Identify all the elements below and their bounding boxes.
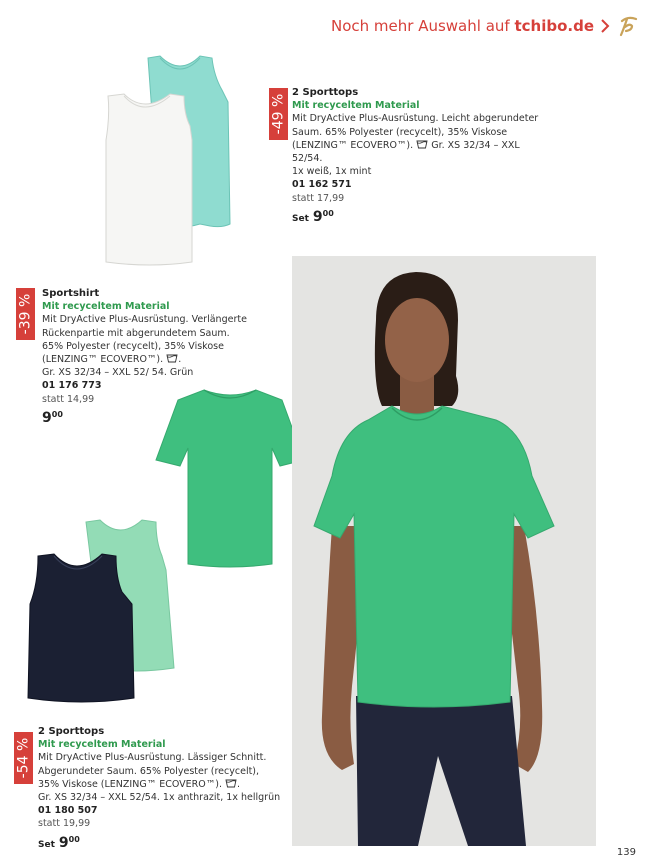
discount-badge: -39 % xyxy=(16,288,35,340)
product-subtitle: Mit recyceltem Material xyxy=(38,739,166,751)
old-price: statt 14,99 xyxy=(42,393,95,405)
chevron-right-icon xyxy=(600,19,610,33)
wash-icon xyxy=(416,140,428,149)
header-link[interactable] xyxy=(331,14,640,38)
product-description: Mit DryActive Plus-Ausrüstung. Leicht abgerundeter Saum. 65% Polyester (recycelt), 35% Viskose (LENZING™ ECOVERO™). Gr. XS 32/34 – XXL 52/54. 1x weiß, 1x mint xyxy=(292,113,539,178)
product-info-sporttops-1 xyxy=(292,86,552,226)
product-image-sporttops-navy-green xyxy=(24,518,180,706)
product-description: Mit DryActive Plus-Ausrüstung. Verlängerte Rückenpartie mit abgerundetem Saum. 65% Polyester (recycelt), 35% Viskose (LENZING™ ECOVERO™). . Gr. XS 32/34 – XXL 52/ 54. Grün xyxy=(42,314,247,379)
article-number: 01 180 507 xyxy=(38,805,98,817)
price: Set $9^{00}$ xyxy=(292,208,334,225)
article-number: 01 176 773 xyxy=(42,380,102,392)
product-subtitle: Mit recyceltem Material xyxy=(42,301,170,313)
product-title: Sportshirt xyxy=(42,288,100,299)
old-price: statt 17,99 xyxy=(292,192,345,204)
page-number: 139 xyxy=(616,847,636,858)
wash-icon xyxy=(225,779,237,788)
discount-badge: -49 % xyxy=(269,88,288,140)
model-photo xyxy=(292,256,596,846)
product-title: 2 Sporttops xyxy=(292,87,359,98)
product-subtitle: Mit recyceltem Material xyxy=(292,100,420,112)
wash-icon xyxy=(166,354,178,363)
article-number: 01 162 571 xyxy=(292,179,352,191)
old-price: statt 19,99 xyxy=(38,818,91,830)
tchibo-logo-icon xyxy=(616,14,640,38)
discount-badge: -54 % xyxy=(14,732,33,784)
product-description: Mit DryActive Plus-Ausrüstung. Lässiger Schnitt. Abgerundeter Saum. 65% Polyester (recycelt), 35% Viskose (LENZING™ ECOVERO™). . Gr. XS 32/34 – XXL 52/54. 1x anthrazit, 1x hellgrün xyxy=(38,752,281,804)
product-image-sporttops-white-mint xyxy=(100,52,240,272)
product-info-sporttops-2 xyxy=(38,725,288,852)
price: $9^{00}$ xyxy=(42,409,63,426)
product-title: 2 Sporttops xyxy=(38,726,105,737)
more-choice-text[interactable]: Noch mehr Auswahl auf tchibo.de xyxy=(331,17,594,35)
price: Set $9^{00}$ xyxy=(38,834,80,851)
